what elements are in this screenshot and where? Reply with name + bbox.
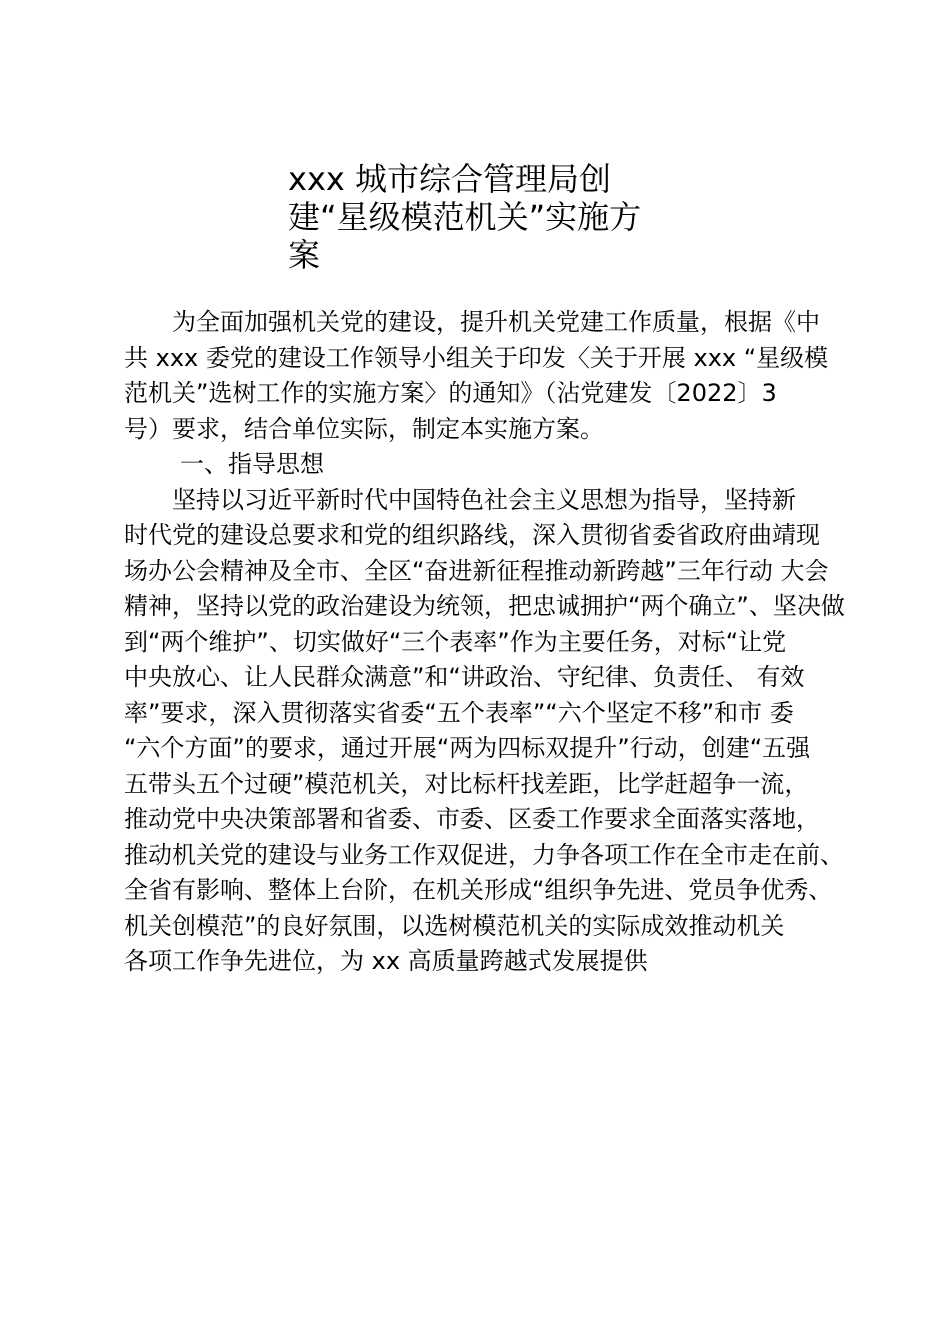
paragraph-line: 中央放心、让人民群众满意”和“讲政治、守纪律、负责任、 有效 (124, 663, 805, 691)
paragraph-line: 推动机关党的建设与业务工作双促进，力争各项工作在全市走在前、 (124, 840, 844, 869)
paragraph-line: 号）要求，结合单位实际，制定本实施方案。 (124, 414, 604, 443)
section-heading: 一、指导思想 (180, 450, 324, 478)
paragraph-line: 推动党中央决策部署和省委、市委、区委工作要求全面落实落地， (124, 805, 820, 833)
paragraph-line: 全省有影响、整体上台阶，在机关形成“组织争先进、党员争优秀、 (124, 876, 833, 904)
paragraph-line: “六个方面”的要求，通过开展“两为四标双提升”行动，创建“五强 (124, 734, 811, 762)
paragraph-line: 为全面加强机关党的建设，提升机关党建工作质量，根据《中 (172, 308, 820, 336)
paragraph-line: 时代党的建设总要求和党的组织路线，深入贯彻省委省政府曲靖现 (124, 521, 820, 549)
title-line: xxx 城市综合管理局创 (288, 160, 611, 198)
title-line: 案 (288, 236, 321, 274)
paragraph-line: 精神，坚持以党的政治建设为统领，把忠诚拥护“两个确立”、坚决做 (124, 592, 845, 620)
paragraph-line: 共 xxx 委党的建设工作领导小组关于印发〈关于开展 xxx “星级模 (124, 343, 829, 372)
paragraph-line: 范机关”选树工作的实施方案〉的通知》（沾党建发〔2022〕3 (124, 379, 777, 407)
section-paragraph (124, 483, 844, 980)
paragraph-line: 到“两个维护”、切实做好“三个表率”作为主要任务，对标“让党 (124, 627, 787, 656)
intro-paragraph (124, 305, 844, 447)
paragraph-line: 各项工作争先进位，为 xx 高质量跨越式发展提供 (124, 947, 648, 975)
document-body (124, 305, 844, 980)
paragraph-line: 机关创模范”的良好氛围，以选树模范机关的实际成效推动机关 (124, 911, 785, 940)
title-line: 建“星级模范机关”实施方 (288, 198, 642, 236)
paragraph-line: 五带头五个过硬”模范机关，对比标杆找差距，比学赶超争一流， (124, 769, 809, 798)
paragraph-line: 场办公会精神及全市、全区“奋进新征程推动新跨越”三年行动 大会 (124, 556, 829, 585)
document-title (288, 160, 668, 274)
paragraph-line: 率”要求，深入贯彻落实省委“五个表率”“六个坚定不移”和市 委 (124, 698, 794, 727)
paragraph-line: 坚持以习近平新时代中国特色社会主义思想为指导，坚持新 (172, 485, 796, 514)
